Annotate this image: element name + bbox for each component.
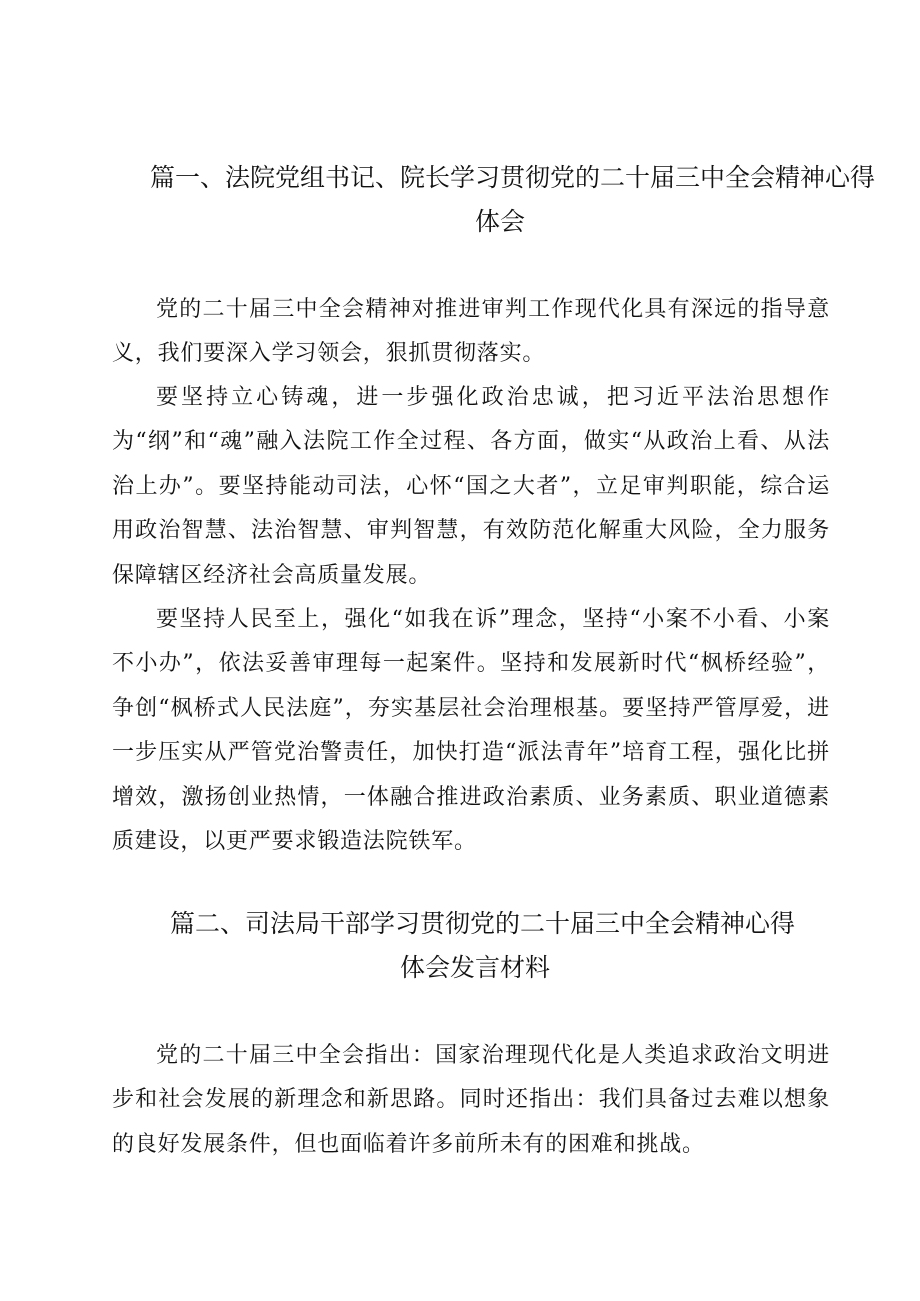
section-1-title — [150, 156, 876, 244]
section-2-paragraph-1: 党的二十届三中全会指出：国家治理现代化是人类追求政治文明进步和社会发展的新理念和新思路。同时还指出：我们具备过去难以想象的良好发展条件，但也面临着许多前所未有的困难和挑战。 — [112, 1043, 830, 1157]
section-1-paragraph-3: 要坚持人民至上，强化“如我在诉”理念，坚持“小案不小看、小案不小办”，依法妥善审理每一起案件。坚持和发展新时代“枫桥经验”，争创“枫桥式人民法庭”，夯实基层社会治理根基。要坚持严管厚爱，进一步压实从严管党治警责任，加快打造“派法青年”培育工程，强化比拼增效，激扬创业热情，一体融合推进政治素质、业务素质、职业道德素质建设，以更严要求锻造法院铁军。 — [112, 607, 830, 855]
section-2-title-line-1: 篇二、司法局干部学习贯彻党的二十届三中全会精神心得 — [170, 909, 796, 938]
section-2-title-line-2: 体会发言材料 — [399, 953, 550, 982]
section-2-title — [170, 902, 796, 990]
section-1-paragraph-2: 要坚持立心铸魂，进一步强化政治忠诚，把习近平法治思想作为“纲”和“魂”融入法院工作全过程、各方面，做实“从政治上看、从法治上办”。要坚持能动司法，心怀“国之大者”，立足审判职能，综合运用政治智慧、法治智慧、审判智慧，有效防范化解重大风险，全力服务保障辖区经济社会高质量发展。 — [112, 385, 830, 588]
section-1-title-line-1: 篇一、法院党组书记、院长学习贯彻党的二十届三中全会精神心得 — [150, 163, 876, 192]
section-1-paragraph-1: 党的二十届三中全会精神对推进审判工作现代化具有深远的指导意义，我们要深入学习领会，狠抓贯彻落实。 — [112, 297, 830, 367]
section-1-title-line-2: 体会 — [474, 207, 525, 236]
